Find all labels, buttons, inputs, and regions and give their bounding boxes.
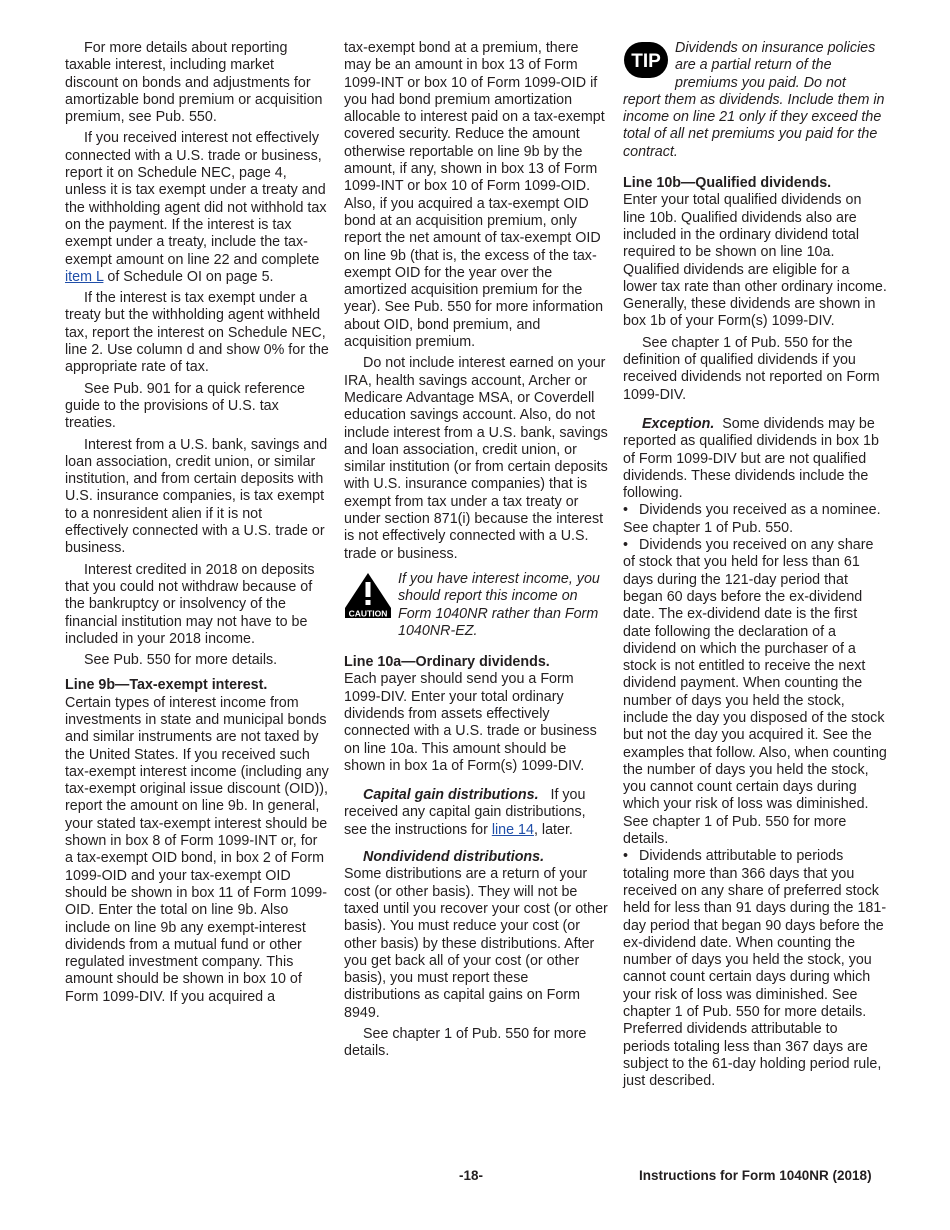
- paragraph: Interest credited in 2018 on deposits that you could not withdraw because of the bankruptcy or insolvency of the financial institution may not have to be included in your 2018 income.: [65, 561, 315, 647]
- bullet-mark: •: [623, 848, 629, 865]
- tip-text: Dividends on insurance policies are a partial return of the premiums you paid. Do not report them as dividends. Include them in income on line 21 only if they exceed the total of all net premiums you paid for the contract.: [623, 40, 885, 160]
- bullet-mark: •: [623, 502, 629, 519]
- line-14-link[interactable]: line 14: [491, 821, 534, 838]
- document-title: Instructions for Form 1040NR (2018): [639, 1168, 872, 1183]
- paragraph-line-10a: Each payer should send you a Form 1099-DIV. Enter your total ordinary dividends from assets effectively connected with a U.S. trade or business on line 10a. This amount should be shown in box 1a of Form(s) 1099-DIV.: [344, 671, 597, 774]
- paragraph-nondividend: Some distributions are a return of your cost (or other basis). They will not be taxed until you recover your cost (or other basis). You must reduce your cost (or other basis) by these distributions. After you get back all of your cost (or other basis), you must report these distributions as capital gains on Form 8949.: [344, 866, 608, 1021]
- tip-label: TIP: [631, 51, 661, 72]
- heading-line-10b: Line 10b—Qualified dividends.: [623, 175, 832, 192]
- list-item: • Dividends you received on any share of stock that you held for less than 61 days during the 121-day period that began 60 days before the ex-dividend date. The ex-dividend date is the first date following the declaration of a dividend on which the purchaser of a stock is not entitled to receive the next dividend payment. When counting the number of days you held the stock, include the day you disposed of the stock but not the day you acquired it. See the examples that follow. Also, when counting the number of days you held the stock, you cannot count certain days during which your risk of loss was diminished. See chapter 1 of Pub. 550 for more details.: [623, 537, 887, 848]
- heading-line-10a: Line 10a—Ordinary dividends.: [344, 654, 550, 671]
- list-item: • Dividends attributable to periods totaling more than 366 days that you received on any share of preferred stock held for less than 91 days during the 181-day period that began 90 days before the ex-dividend date. When counting the number of days you held the stock, you cannot count certain days during which your risk of loss was diminished. See chapter 1 of Pub. 550 for more details. Preferred dividends attributable to periods totaling less than 367 days are subject to the 61-day holding period rule, just described.: [623, 848, 887, 1090]
- paragraph: tax-exempt bond at a premium, there may be an amount in box 13 of Form 1099-INT or box 10 of Form 1099-OID if you had bond premium amortization allocable to interest paid on a tax-exempt covered security. Reduce the amount otherwise reportable on line 9b by the amount, if any, shown in box 13 of Form 1099-INT or box 10 of Form 1099-OID. Also, if you acquired a tax-exempt OID bond at an acquisition premium, only report the net amount of tax-exempt OID on line 9b (that is, the excess of the tax-exempt OID for the year over the amortized acquisition premium for the year). See Pub. 550 for more information about OID, bond premium, and acquisition premium.: [344, 40, 605, 351]
- paragraph-line-10b: Enter your total qualified dividends on line 10b. Qualified dividends also are included in the ordinary dividend total required to be shown on line 10a. Qualified dividends are eligible for a lower tax rate than other ordinary income. Generally, these dividends are shown in box 1b of your Form(s) 1099-DIV.: [623, 192, 887, 330]
- paragraph: See chapter 1 of Pub. 550 for the definition of qualified dividends if you received dividends not reported on Form 1099-DIV.: [623, 334, 880, 403]
- tip-icon: [623, 41, 669, 84]
- nondividend-heading: Nondividend distributions.: [363, 849, 545, 866]
- tip-note: [623, 40, 887, 161]
- page-number: -18-: [459, 1168, 484, 1183]
- paragraph: Do not include interest earned on your IRA, health savings account, Archer or Medicare Advantage MSA, or Coverdell education savings account. Also, do not include interest from a U.S. bank, savings and loan association, credit union, or similar institution (or from certain deposits with U.S. insurance companies) that is exempt from tax under a tax treaty or under section 871(i) because the interest is not effectively connected with a U.S. trade or business.: [344, 355, 608, 562]
- paragraph: Interest from a U.S. bank, savings and loan association, credit union, or similar institution, and from certain deposits with U.S. insurance companies, is tax exempt to a nonresident alien if it is not effectively connected with a U.S. trade or business.: [65, 436, 328, 557]
- section-line-10b: [623, 175, 887, 192]
- paragraph-schedule-nec: If you received interest not effectively connected with a U.S. trade or business, report it on Schedule NEC, page 4, unless it is tax exempt under a treaty and the withholding agent did not withhold tax on the payment. If the interest is tax exempt under a treaty, include the tax-exempt amount on line 22 and complete item L of Schedule OI on page 5.: [65, 130, 327, 285]
- item-l-link[interactable]: item L: [65, 268, 104, 285]
- caution-text: If you have interest income, you should report this income on Form 1040NR rather than Form 1040NR-EZ.: [398, 570, 600, 639]
- paragraph-line-9b: Certain types of interest income from investments in state and municipal bonds and similar instruments are not taxed by the United States. If you received such tax-exempt interest income (including any tax-exempt original issue discount (OID)), report the amount on line 9b. In general, your stated tax-exempt interest should be shown in box 8 of Form 1099-INT or, for a tax-exempt OID bond, in box 2 of Form 1099-OID and your tax-exempt OID should be shown in box 11 of Form 1099-OID. Enter the total on line 9b. Also include on line 9b any exempt-interest dividends from a mutual fund or other regulated investment company. This amount should be shown in box 10 of Form 1099-DIV. If you acquired a: [65, 694, 329, 1005]
- heading-line-9b: Line 9b—Tax-exempt interest.: [65, 677, 268, 694]
- exception-heading: Exception.: [642, 415, 715, 432]
- nondividend-heading-line: [344, 849, 608, 866]
- column-1: [65, 40, 329, 1010]
- paragraph: If the interest is tax exempt under a treaty but the withholding agent withheld tax, report the interest on Schedule NEC, line 2. Use column d and show 0% for the appropriate rate of tax.: [65, 290, 329, 376]
- bullet-mark: •: [623, 537, 629, 554]
- section-line-10a: [344, 654, 608, 671]
- column-3: [623, 40, 887, 1091]
- column-2: [344, 40, 608, 1065]
- paragraph: See Pub. 901 for a quick reference guide to the provisions of U.S. tax treaties.: [65, 380, 305, 432]
- paragraph: See chapter 1 of Pub. 550 for more details.: [344, 1026, 587, 1060]
- paragraph: For more details about reporting taxable interest, including market discount on bonds and adjustments for amortizable bond premium or acquisition premium, see Pub. 550.: [65, 40, 323, 126]
- list-item: • Dividends you received as a nominee. See chapter 1 of Pub. 550.: [623, 502, 881, 536]
- caution-label: CAUTION: [348, 608, 388, 618]
- capital-gain-heading: Capital gain distributions.: [363, 787, 539, 804]
- capital-gain-paragraph: Capital gain distributions. If you received any capital gain distributions, see the instructions for line 14, later.: [344, 787, 586, 838]
- section-line-9b: [65, 677, 329, 694]
- caution-icon: [344, 572, 392, 623]
- caution-note: [344, 571, 608, 640]
- paragraph: See Pub. 550 for more details.: [84, 652, 278, 669]
- exception-paragraph: Exception. Some dividends may be reported as qualified dividends in box 1b of Form 1099-DIV but are not qualified dividends. These dividends include the following.: [623, 415, 879, 502]
